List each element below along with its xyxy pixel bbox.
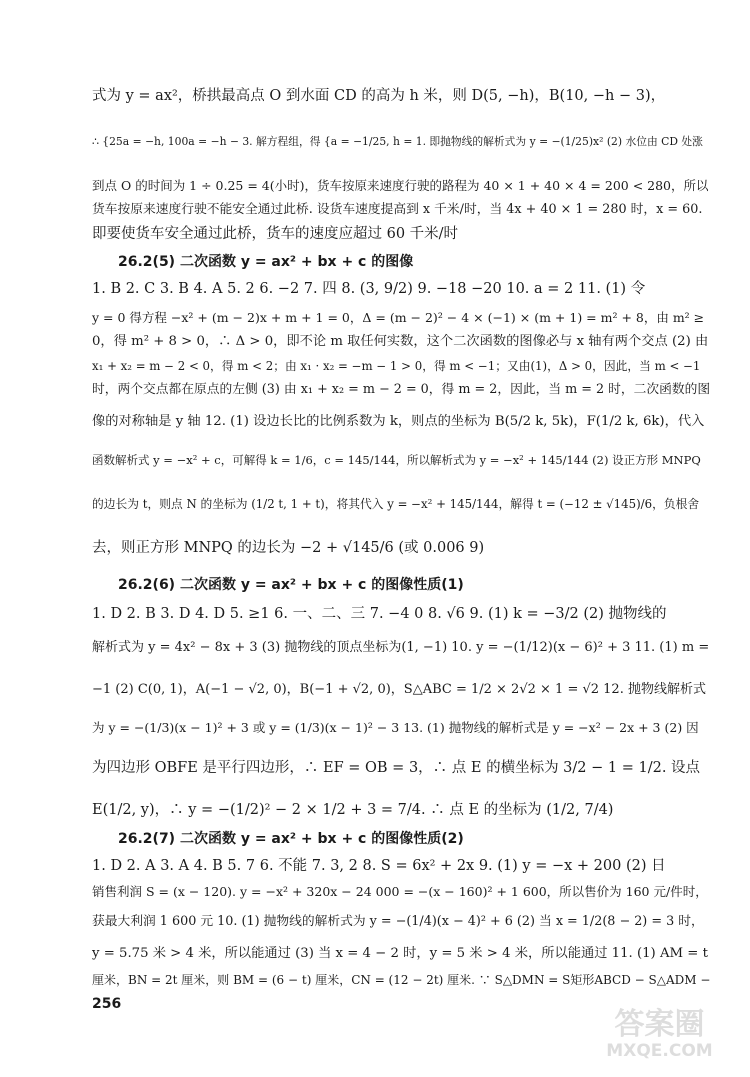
text-line: 解析式为 y = 4x² − 8x + 3 (3) 抛物线的顶点坐标为(1, −1) 10. y = −(1/12)(x − 6)² + 3 11. (1) m = bbox=[92, 640, 710, 655]
text-line: −1 (2) C(0, 1)，A(−1 − √2, 0)，B(−1 + √2, 0)，S△ABC = 1/2 × 2√2 × 1 = √2 12. 抛物线解析式 bbox=[92, 682, 706, 697]
text-line: 销售利润 S = (x − 120). y = −x² + 320x − 24 000 = −(x − 160)² + 1 600，所以售价为 160 元/件时， bbox=[92, 884, 708, 899]
text-line: 1. D 2. A 3. A 4. B 5. 7 6. 不能 7. 3, 2 8. S = 6x² + 2x 9. (1) y = −x + 200 (2) 日 bbox=[92, 858, 666, 874]
text-line: y = 5.75 米 > 4 米，所以能通过 (3) 当 x = 4 − 2 时，y = 5 米 > 4 米，所以能通过 11. (1) AM = t bbox=[92, 946, 708, 961]
text-line: 即要使货车安全通过此桥，货车的速度应超过 60 千米/时 bbox=[92, 226, 459, 242]
section-heading: 26.2(5) 二次函数 y = ax² + bx + c 的图像 bbox=[118, 254, 414, 270]
page-number: 256 bbox=[92, 996, 122, 1012]
section-heading: 26.2(7) 二次函数 y = ax² + bx + c 的图像性质(2) bbox=[118, 831, 464, 847]
text-line: 去，则正方形 MNPQ 的边长为 −2 + √145/6 (或 0.006 9) bbox=[92, 540, 485, 556]
text-line: 为四边形 OBFE 是平行四边形，∴ EF = OB = 3，∴ 点 E 的横坐标为 3/2 − 1 = 1/2. 设点 bbox=[92, 760, 701, 776]
text-line: 厘米，BN = 2t 厘米，则 BM = (6 − t) 厘米，CN = (12 − 2t) 厘米. ∵ S△DMN = S矩形ABCD − S△ADM − bbox=[92, 973, 711, 987]
text-line: y = 0 得方程 −x² + (m − 2)x + m + 1 = 0，Δ = (m − 2)² − 4 × (−1) × (m + 1) = m² + 8，由 m² ≥ bbox=[92, 310, 705, 325]
section-heading: 26.2(6) 二次函数 y = ax² + bx + c 的图像性质(1) bbox=[118, 577, 464, 593]
text-line: 货车按原来速度行驶不能安全通过此桥. 设货车速度提高到 x 千米/时，当 4x + 40 × 1 = 280 时，x = 60. bbox=[92, 202, 703, 217]
text-line: 1. B 2. C 3. B 4. A 5. 2 6. −2 7. 四 8. (3, 9/2) 9. −18 −20 10. a = 2 11. (1) 令 bbox=[92, 281, 646, 297]
text-line: 式为 y = ax²，桥拱最高点 O 到水面 CD 的高为 h 米，则 D(5, −h)，B(10, −h − 3)， bbox=[92, 88, 666, 104]
watermark-text: 答案圈 bbox=[614, 1007, 705, 1042]
text-line: x₁ + x₂ = m − 2 < 0，得 m < 2；由 x₁ · x₂ = −m − 1 > 0，得 m < −1；又由(1)，Δ > 0，因此，当 m < −1 bbox=[92, 359, 701, 373]
text-line: 获最大利润 1 600 元 10. (1) 抛物线的解析式为 y = −(1/4)(x − 4)² + 6 (2) 当 x = 1/2(8 − 2) = 3 时， bbox=[92, 914, 704, 929]
text-line: 时，两个交点都在原点的左侧 (3) 由 x₁ + x₂ = m − 2 = 0，得 m = 2，因此，当 m = 2 时，二次函数的图 bbox=[92, 382, 711, 397]
watermark-url: MXQE.COM bbox=[606, 1041, 713, 1061]
text-line: 的边长为 t，则点 N 的坐标为 (1/2 t, 1 + t)，将其代入 y = −x² + 145/144，解得 t = (−12 ± √145)/6，负根舍 bbox=[92, 497, 700, 511]
text-line: ∴ {25a = −h, 100a = −h − 3. 解方程组，得 {a = −1/25, h = 1. 即抛物线的解析式为 y = −(1/25)x² (2) 水位由 CD 处涨 bbox=[92, 135, 703, 148]
text-line: 函数解析式 y = −x² + c，可解得 k = 1/6，c = 145/144，所以解析式为 y = −x² + 145/144 (2) 设正方形 MNPQ bbox=[92, 453, 701, 467]
text-line: 为 y = −(1/3)(x − 1)² + 3 或 y = (1/3)(x − 1)² − 3 13. (1) 抛物线的解析式是 y = −x² − 2x + 3 (2) 因 bbox=[92, 720, 699, 735]
watermark-logo bbox=[577, 1007, 742, 1070]
text-line: E(1/2, y)，∴ y = −(1/2)² − 2 × 1/2 + 3 = 7/4. ∴ 点 E 的坐标为 (1/2, 7/4) bbox=[92, 802, 614, 818]
text-line: 到点 O 的时间为 1 ÷ 0.25 = 4(小时)，货车按原来速度行驶的路程为 40 × 1 + 40 × 4 = 200 < 280，所以 bbox=[92, 178, 709, 193]
text-line: 1. D 2. B 3. D 4. D 5. ≥1 6. 一、二、三 7. −4 0 8. √6 9. (1) k = −3/2 (2) 抛物线的 bbox=[92, 606, 667, 622]
text-line: 0，得 m² + 8 > 0，∴ Δ > 0，即不论 m 取任何实数，这个二次函数的图像必与 x 轴有两个交点 (2) 由 bbox=[92, 334, 709, 349]
text-line: 像的对称轴是 y 轴 12. (1) 设边长比的比例系数为 k，则点的坐标为 B(5/2 k, 5k)，F(1/2 k, 6k)，代入 bbox=[92, 414, 705, 429]
